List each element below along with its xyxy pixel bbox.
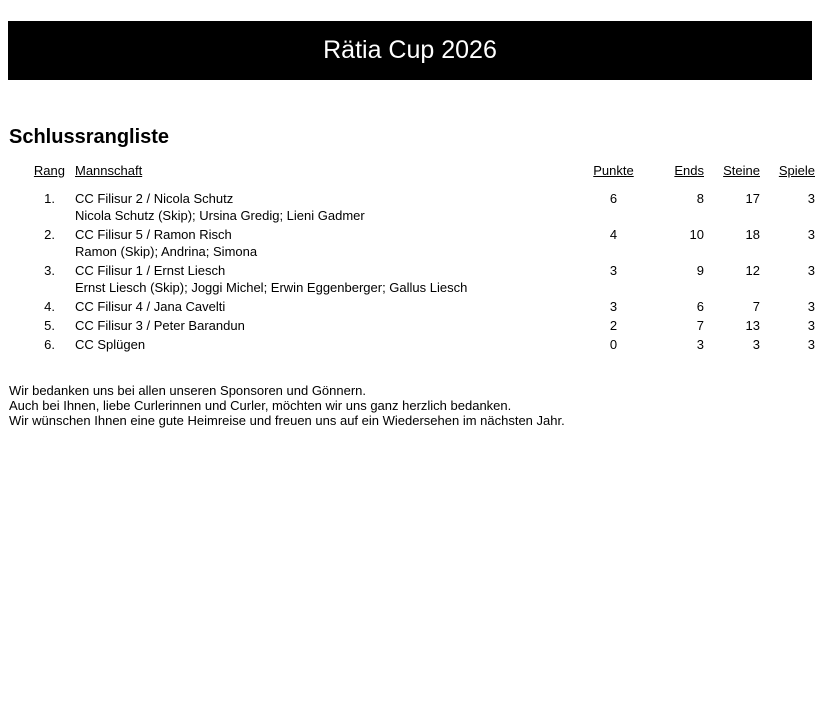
team-cell [65, 336, 591, 355]
team-cell [65, 317, 591, 336]
column-header-ends: Ends [674, 163, 704, 178]
table-row [9, 317, 815, 336]
ranking-table [9, 161, 815, 355]
team-members: Nicola Schutz (Skip); Ursina Gredig; Lieni Gadmer [75, 208, 365, 223]
ends-cell: 9 [696, 263, 704, 278]
table-header-row [9, 161, 815, 190]
team-name: CC Filisur 2 / Nicola Schutz [75, 191, 234, 206]
table-row [9, 262, 815, 298]
team-members: Ernst Liesch (Skip); Joggi Michel; Erwin Eggenberger; Gallus Liesch [75, 280, 468, 295]
games-cell: 3 [807, 299, 815, 314]
column-header-stones: Steine [723, 163, 760, 178]
points-cell: 2 [609, 318, 618, 333]
team-cell [65, 262, 591, 298]
ends-cell: 3 [696, 337, 704, 352]
games-cell: 3 [807, 263, 815, 278]
page-title: Rätia Cup 2026 [323, 36, 497, 64]
games-cell: 3 [807, 227, 815, 242]
column-header-rank: Rang [33, 163, 65, 178]
ends-cell: 7 [696, 318, 704, 333]
footer-line-sponsors: Wir bedanken uns bei allen unseren Sponsoren und Gönnern. [9, 383, 367, 398]
column-header-points: Punkte [593, 163, 634, 178]
team-cell [65, 190, 591, 226]
column-header-games: Spiele [778, 163, 815, 178]
points-cell: 4 [609, 227, 618, 242]
points-cell: 3 [609, 263, 618, 278]
stones-cell: 3 [752, 337, 760, 352]
column-header-team: Mannschaft [75, 163, 143, 178]
footer-line-players: Auch bei Ihnen, liebe Curlerinnen und Curler, möchten wir uns ganz herzlich bedanken. [9, 398, 512, 413]
team-name: CC Filisur 4 / Jana Cavelti [75, 299, 226, 314]
points-cell: 3 [609, 299, 618, 314]
footer-message [9, 383, 565, 428]
ends-cell: 8 [696, 191, 704, 206]
rank-cell: 6. [44, 337, 55, 352]
rank-cell: 2. [44, 227, 55, 242]
rank-cell: 5. [44, 318, 55, 333]
stones-cell: 18 [745, 227, 760, 242]
team-name: CC Filisur 1 / Ernst Liesch [75, 263, 226, 278]
team-name: CC Filisur 3 / Peter Barandun [75, 318, 245, 333]
stones-cell: 13 [745, 318, 760, 333]
team-cell [65, 298, 591, 317]
stones-cell: 7 [752, 299, 760, 314]
games-cell: 3 [807, 318, 815, 333]
stones-cell: 17 [745, 191, 760, 206]
team-name: CC Splügen [75, 337, 146, 352]
games-cell: 3 [807, 337, 815, 352]
ends-cell: 10 [689, 227, 704, 242]
rank-cell: 4. [44, 299, 55, 314]
footer-line-farewell: Wir wünschen Ihnen eine gute Heimreise und freuen uns auf ein Wiedersehen im nächsten Jahr. [9, 413, 565, 428]
team-name: CC Filisur 5 / Ramon Risch [75, 227, 232, 242]
section-heading: Schlussrangliste [9, 126, 170, 148]
ends-cell: 6 [696, 299, 704, 314]
title-bar [8, 21, 812, 80]
rank-cell: 1. [44, 191, 55, 206]
games-cell: 3 [807, 191, 815, 206]
table-row [9, 336, 815, 355]
stones-cell: 12 [745, 263, 760, 278]
points-cell: 0 [609, 337, 618, 352]
rank-cell: 3. [44, 263, 55, 278]
table-row [9, 298, 815, 317]
ranking-body [9, 190, 815, 355]
table-row [9, 226, 815, 262]
table-row [9, 190, 815, 226]
points-cell: 6 [609, 191, 618, 206]
team-members: Ramon (Skip); Andrina; Simona [75, 244, 258, 259]
team-cell [65, 226, 591, 262]
